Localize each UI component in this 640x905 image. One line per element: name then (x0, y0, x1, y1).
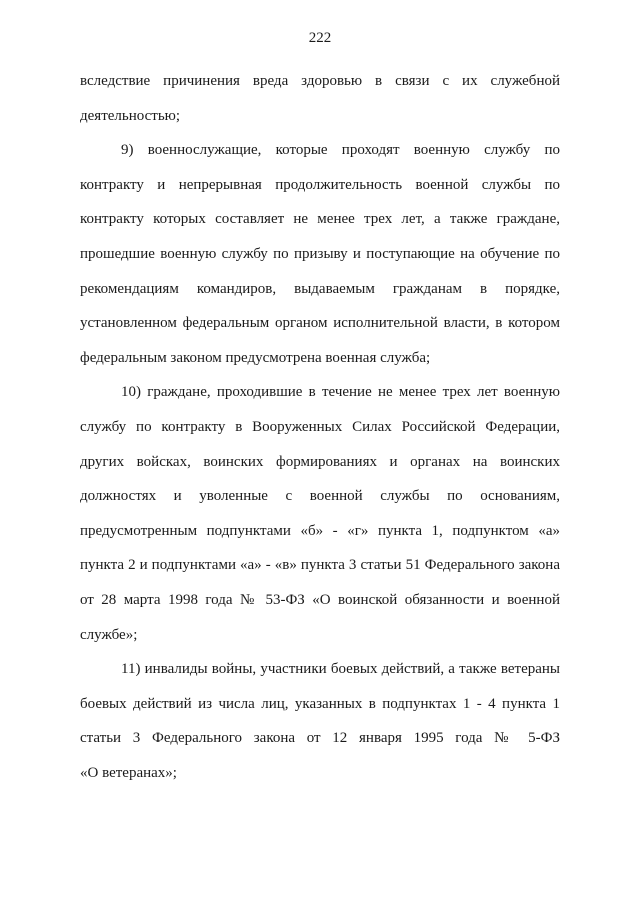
text-line: прошедшие военную службу по призыву и поступающие на обучение по (80, 245, 560, 262)
text-line: контракту и непрерывная продолжительность военной службы по (80, 176, 560, 193)
document-body (80, 64, 560, 790)
text-line: вследствие причинения вреда здоровью в связи с их служебной (80, 73, 560, 89)
text-line: установленном федеральным органом исполнительной власти, в котором (80, 315, 560, 332)
text-line: службе»; (80, 626, 138, 643)
text-line: деятельностью; (80, 107, 181, 124)
text-line: 10) граждане, проходившие в течение не менее трех лет военную (121, 384, 560, 401)
text-line: других войсках, воинских формированиях и органах на воинских (80, 453, 560, 470)
text-line: должностях и уволенные с военной службы по основаниям, (80, 488, 560, 505)
text-line: рекомендациям командиров, выдаваемым гражданам в порядке, (80, 280, 560, 297)
text-line: федеральным законом предусмотрена военная служба; (80, 349, 431, 366)
text-line: пункта 2 и подпунктами «а» - «в» пункта 3 статьи 51 Федерального закона (80, 557, 560, 574)
text-line: от 28 марта 1998 года № 53-ФЗ «О воинской обязанности и военной (80, 591, 560, 608)
text-line: 11) инвалиды войны, участники боевых действий, а также ветераны (121, 661, 560, 678)
text-line: статьи 3 Федерального закона от 12 января 1995 года № 5-ФЗ (80, 730, 560, 747)
text-line: службу по контракту в Вооруженных Силах Российской Федерации, (80, 418, 560, 435)
text-line: предусмотренным подпунктами «б» - «г» пункта 1, подпунктом «а» (80, 522, 560, 539)
page-number: 222 (308, 30, 332, 46)
text-line: боевых действий из числа лиц, указанных в подпунктах 1 - 4 пункта 1 (80, 695, 560, 712)
text-line: 9) военнослужащие, которые проходят военную службу по (121, 142, 560, 159)
text-line: контракту которых составляет не менее трех лет, а также граждане, (80, 211, 560, 228)
text-line: «О ветеранах»; (80, 764, 177, 781)
